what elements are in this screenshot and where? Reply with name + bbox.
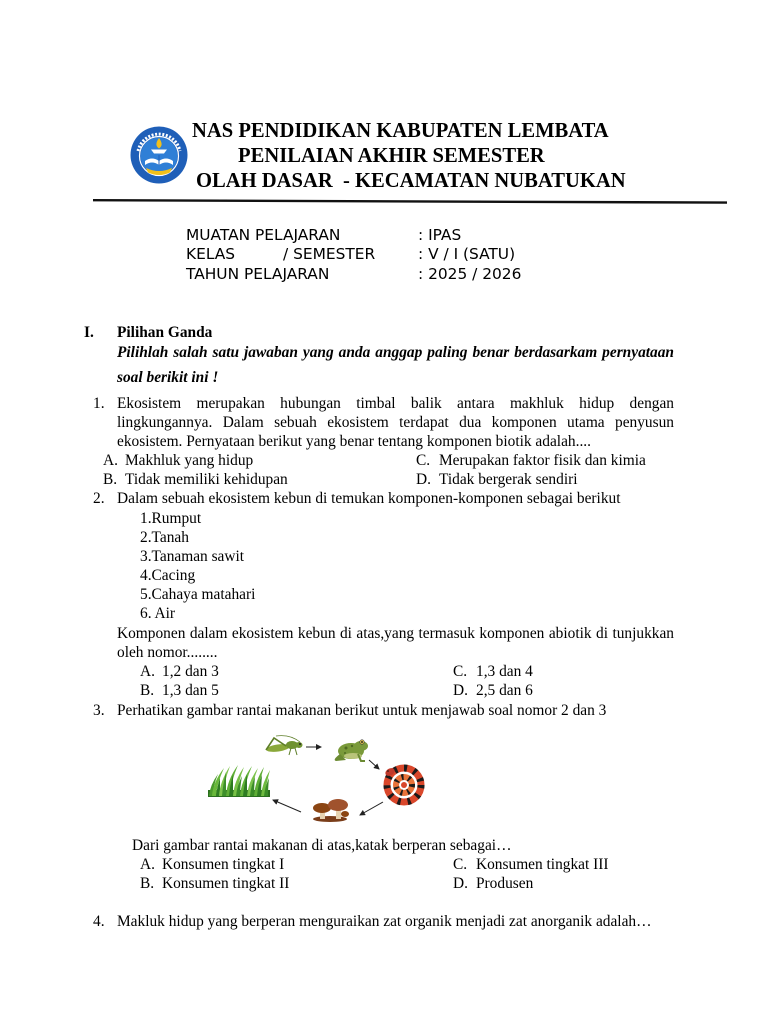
question-text-line: lingkungannya. Dalam sebuah ekosistem terdapat dua komponen utama penyusun xyxy=(117,414,674,431)
option-letter: A. xyxy=(103,452,118,469)
frog-image xyxy=(335,740,368,761)
question-number: 2. xyxy=(93,490,105,507)
section-instruction: Pilihlah salah satu jawaban yang anda anggap paling benar berdasarkam pernyataan xyxy=(117,344,674,361)
option-letter: C. xyxy=(453,663,468,680)
option-text: Tidak memiliki kehidupan xyxy=(125,471,288,488)
component-list-item: 1.Rumput xyxy=(140,510,202,527)
section-number: I. xyxy=(84,324,94,341)
subject-value: : IPAS xyxy=(418,226,462,244)
header-exam-title: PENILAIAN AKHIR SEMESTER xyxy=(238,145,545,167)
question-prompt: Dari gambar rantai makanan di atas,katak berperan sebagai… xyxy=(132,837,512,854)
option-text: Konsumen tingkat III xyxy=(476,856,609,873)
option-letter: A. xyxy=(140,856,155,873)
question-text-line: Ekosistem merupakan hubungan timbal balik antara makhluk hidup dengan xyxy=(117,395,674,412)
question-text: Dalam sebuah ekosistem kebun di temukan komponen-komponen sebagai berikut xyxy=(117,490,621,507)
option-text: 1,3 dan 4 xyxy=(476,663,533,680)
mushroom-image xyxy=(313,799,349,822)
food-chain-figure xyxy=(200,730,435,830)
option-text: 1,3 dan 5 xyxy=(162,682,219,699)
component-list-item: 4.Cacing xyxy=(140,567,196,584)
option-text: Tidak bergerak sendiri xyxy=(439,471,578,488)
component-list-item: 6. Air xyxy=(140,605,176,622)
subject-label: MUATAN PELAJARAN xyxy=(186,226,341,244)
question-prompt-line: oleh nomor........ xyxy=(117,644,218,661)
section-instruction-cont: soal berikit ini ! xyxy=(117,369,219,386)
snake-image xyxy=(384,766,421,802)
option-text: Konsumen tingkat II xyxy=(162,875,290,892)
option-text: Produsen xyxy=(476,875,534,892)
option-letter: D. xyxy=(453,682,468,699)
grass-image xyxy=(208,765,270,797)
option-letter: D. xyxy=(453,875,468,892)
question-number: 3. xyxy=(93,702,105,719)
option-text: 1,2 dan 3 xyxy=(162,663,219,680)
question-number: 1. xyxy=(93,395,105,412)
option-letter: C. xyxy=(453,856,468,873)
semester-label: / SEMESTER xyxy=(283,245,376,263)
year-label: TAHUN PELAJARAN xyxy=(186,265,330,283)
arrow-frog-to-snake xyxy=(369,760,379,769)
question-text: Perhatikan gambar rantai makanan berikut untuk menjawab soal nomor 2 dan 3 xyxy=(117,702,607,719)
question-text: Makluk hidup yang berperan menguraikan zat organik menjadi zat anorganik adalah… xyxy=(117,913,652,930)
header-school: OLAH DASAR - KECAMATAN NUBATUKAN xyxy=(196,170,626,192)
arrow-snake-to-decomposer xyxy=(360,802,383,815)
header-agency: NAS PENDIDIKAN KABUPATEN LEMBATA xyxy=(192,120,609,142)
class-label: KELAS xyxy=(186,245,236,263)
arrow-decomposer-to-grass xyxy=(273,800,301,812)
option-letter: D. xyxy=(416,471,431,488)
component-list-item: 5.Cahaya matahari xyxy=(140,586,256,603)
option-letter: B. xyxy=(103,471,118,488)
option-text: Makhluk yang hidup xyxy=(125,452,254,469)
header-rule xyxy=(0,195,768,207)
option-letter: A. xyxy=(140,663,155,680)
class-value: : V / I (SATU) xyxy=(418,245,516,263)
tut-wuri-handayani-logo xyxy=(129,125,189,185)
option-text: Merupakan faktor fisik dan kimia xyxy=(439,452,646,469)
year-value: : 2025 / 2026 xyxy=(418,265,522,283)
section-title: Pilihan Ganda xyxy=(117,324,213,341)
component-list-item: 3.Tanaman sawit xyxy=(140,548,245,565)
component-list-item: 2.Tanah xyxy=(140,529,189,546)
option-text: 2,5 dan 6 xyxy=(476,682,533,699)
option-letter: B. xyxy=(140,682,155,699)
question-text-line: ekosistem. Pernyataan berikut yang benar tentang komponen biotik adalah.... xyxy=(117,433,591,450)
question-prompt-line: Komponen dalam ekosistem kebun di atas,yang termasuk komponen abiotik di tunjukkan xyxy=(117,625,674,642)
option-letter: B. xyxy=(140,875,155,892)
option-text: Konsumen tingkat I xyxy=(162,856,285,873)
option-letter: C. xyxy=(416,452,431,469)
question-number: 4. xyxy=(93,913,105,930)
grasshopper-image xyxy=(266,736,303,755)
